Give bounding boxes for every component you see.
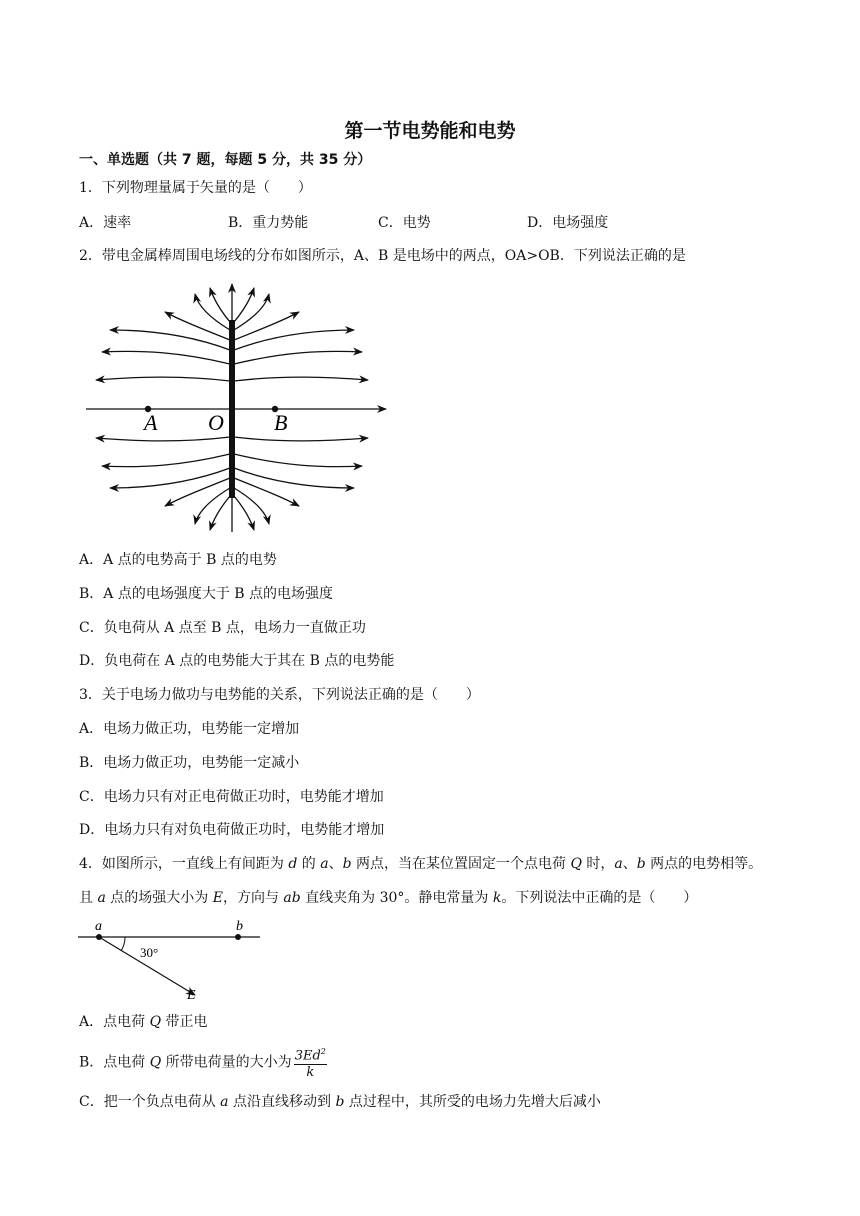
q3-option-a: A．电场力做正功，电势能一定增加: [79, 721, 300, 737]
label-e: E: [187, 988, 196, 1003]
q1-stem: 1．下列物理量属于矢量的是（ ）: [79, 180, 312, 196]
angle-label: 30°: [140, 945, 159, 960]
q4-figure: [76, 915, 276, 1007]
label-a: a: [95, 919, 102, 934]
label-b: B: [274, 410, 288, 435]
label-b: b: [236, 919, 243, 934]
q2-option-b: B．A 点的电场强度大于 B 点的电场强度: [79, 586, 334, 602]
q3-option-b: B．电场力做正功，电势能一定减小: [79, 755, 300, 771]
q3-option-d: D．电场力只有对负电荷做正功时，电势能才增加: [79, 822, 385, 838]
q1-option-a: A．速率: [79, 215, 132, 231]
q1-option-d: D．电场强度: [527, 215, 609, 231]
q1-option-b: B．重力势能: [228, 215, 309, 231]
label-a: A: [144, 410, 158, 435]
q2-option-c: C．负电荷从 A 点至 B 点，电场力一直做正功: [79, 620, 366, 636]
q2-field-figure: [80, 280, 400, 535]
q3-stem: 3．关于电场力做功与电势能的关系，下列说法正确的是（ ）: [79, 687, 480, 703]
q4-stem-line2: 且 a 点的场强大小为 E，方向与 ab 直线夹角为 30°。静电常量为 k。下列说法中正确的是（ ）: [79, 890, 698, 906]
q4-option-a: A．点电荷 Q 带正电: [79, 1014, 208, 1030]
label-o: O: [208, 410, 224, 435]
point-b-dot: [235, 934, 241, 940]
point-a-dot: [96, 934, 102, 940]
q4-option-b: B．点电荷 Q 所带电荷量的大小为 $\frac{3Ed^2}{k}$: [79, 1044, 327, 1081]
q1-options: [79, 212, 779, 232]
page-title: 第一节电势能和电势: [344, 120, 516, 142]
metal-rod: [229, 320, 235, 498]
q1-option-c: C．电势: [378, 215, 431, 231]
q2-stem: 2．带电金属棒周围电场线的分布如图所示，A、B 是电场中的两点，OA>OB．下列说法正确的是: [79, 248, 686, 264]
q4-option-c: C．把一个负点电荷从 a 点沿直线移动到 b 点过程中，其所受的电场力先增大后减小: [79, 1094, 601, 1110]
q2-option-d: D．负电荷在 A 点的电势能大于其在 B 点的电势能: [79, 653, 395, 669]
section-heading: 一、单选题（共 7 题，每题 5 分，共 35 分）: [79, 152, 372, 168]
q3-option-c: C．电场力只有对正电荷做正功时，电势能才增加: [79, 789, 384, 805]
q2-option-a: A．A 点的电势高于 B 点的电势: [79, 552, 277, 568]
q4-stem-line1: 4．如图所示，一直线上有间距为 d 的 a、b 两点，当在某位置固定一个点电荷 Q 时，a、b 两点的电势相等。: [79, 856, 763, 872]
charge-fraction: $\frac{3Ed^2}{k}$: [294, 1044, 327, 1081]
